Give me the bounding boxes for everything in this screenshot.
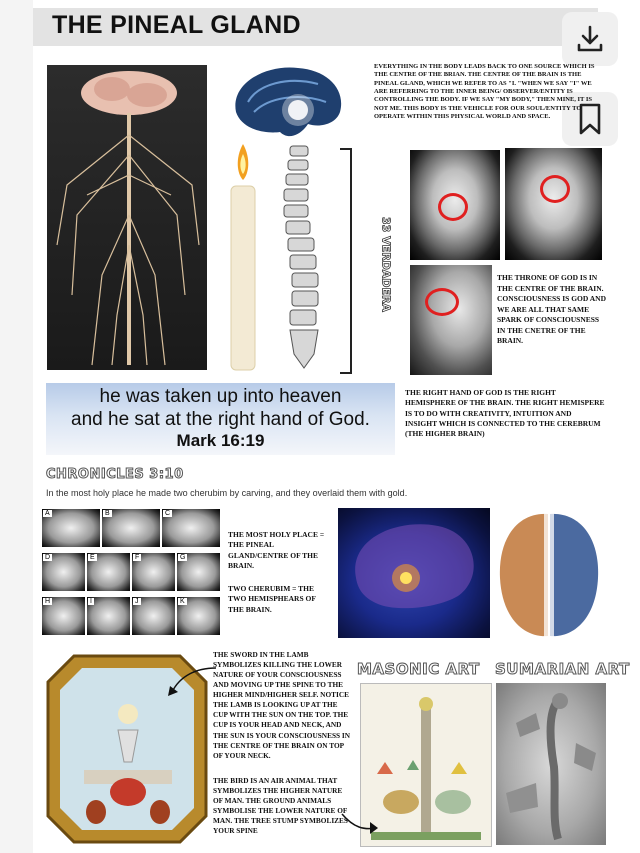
intro-text: EVERYTHING IN THE BODY LEADS BACK TO ONE SOURCE WHICH IS THE CENTRE OF THE BRIAN. THE CENTRE OF THE BRAIN IS THE PINEAL GLAND, WHICH WE REFER TO AS "I. "WHEN WE SAY "I" WE ARE REFERRING TO THE INNER BEING/ OBSERVER/ENTITY IS CONTROLLING THE BODY. IF WE SAY "MY BODY," THEN MINE, IT IS NOT ME. THIS BODY IS THE VEHICLE FOR OUR SOUL/ENTITY TO OPERATE WITHIN THIS PHYSICAL WORLD AND SPACE.	[374, 63, 595, 120]
bracket-line	[340, 148, 352, 374]
arrow-icon	[160, 662, 220, 702]
mri-axial-image	[410, 150, 500, 260]
grid-label: C	[165, 510, 171, 517]
page-title: THE PINEAL GLAND	[52, 11, 301, 39]
grid-label: F	[135, 554, 140, 561]
grid-label: K	[180, 598, 185, 605]
grid-label: I	[90, 598, 92, 605]
grid-label: G	[180, 554, 186, 561]
grid-label: A	[45, 510, 50, 517]
verse-text	[46, 385, 395, 452]
bird-text: THE BIRD IS AN AIR ANIMAL THAT SYMBOLIZES THE HIGHER NATURE OF MAN. THE GROUND ANIMALS SYMBOLISE THE LOWER NATURE OF MAN. THE TREE STUMP SYMBOLIZES YOUR SPINE	[213, 776, 348, 836]
watermark	[378, 210, 394, 320]
mri-grid	[40, 507, 222, 638]
left-margin	[0, 0, 33, 853]
grid-label: H	[45, 598, 51, 605]
pineal-glow-image	[338, 508, 490, 638]
verse-line-2: and he sat at the right hand of God.	[71, 409, 370, 431]
holy-place-text: THE MOST HOLY PLACE = THE PINEAL GLAND/CENTRE OF THE BRAIN.	[228, 530, 325, 571]
masonic-art-label: MASONIC ART	[357, 660, 480, 678]
grid-label: D	[45, 554, 51, 561]
chronicles-quote: In the most holy place he made two cherubim by carving, and they overlaid them with gold.	[46, 488, 408, 498]
sumarian-art-image	[496, 683, 606, 845]
nervous-system-image	[47, 65, 207, 370]
grid-label: J	[135, 598, 139, 605]
download-icon	[574, 23, 606, 55]
grid-label: E	[90, 554, 95, 561]
verse-line-1: he was taken up into heaven	[99, 386, 342, 407]
throne-text: THE THRONE OF GOD IS IN THE CENTRE OF THE BRAIN. CONSCIOUSNESS IS GOD AND WE ARE ALL THAT SAME SPARK OF CONSCIOUSNESS IN THE CNETRE OF THE BRAIN.	[497, 273, 606, 345]
verse-reference: Mark 16:19	[176, 431, 265, 451]
grid-label: B	[105, 510, 110, 517]
download-button[interactable]	[562, 12, 618, 66]
arrow-icon	[340, 808, 380, 836]
chronicles-heading: CHRONICLES 3:10	[46, 467, 184, 482]
right-hand-text: THE RIGHT HAND OF GOD IS THE RIGHT HEMISPHERE OF THE BRAIN. THE RIGHT HEMISPERE IS TO DO WITH CREATIVITY, INTUITION AND INSIGHT WHICH IS CONNECTED TO THE CEREBRUM (THE HIGHER BRAIN)	[405, 388, 605, 439]
spine-image	[264, 142, 334, 374]
mri-coronal-image	[505, 148, 602, 260]
watermark-text: 33 VERDADERA	[379, 217, 393, 312]
sumarian-art-label: SUMARIAN ART	[495, 660, 630, 678]
cherubim-text: TWO CHERUBIM = THE TWO HEMISPHEARS OF THE BRAIN.	[228, 584, 316, 614]
hemispheres-image	[494, 508, 604, 642]
sword-text: THE SWORD IN THE LAMB SYMBOLIZES KILLING THE LOWER NATURE OF YOUR CONSCIOUSNESS AND MOVING UP THE SPINE TO THE HIGHER MIND/HIGHER SELF. NOTICE THE LAMB IS LOOKING UP AT THE CUP WITH THE SUN ON THE TOP. THE CUP IS YOUR HEAD AND NECK, AND THE SUN IS YOUR CONSCIOUSNESS IN THE CENTRE OF THE BRAIN ON TOP OF YOUR NECK.	[213, 650, 350, 760]
candle-image	[225, 140, 261, 372]
mri-sagittal-image	[410, 265, 492, 375]
blue-brain-image	[228, 62, 348, 142]
